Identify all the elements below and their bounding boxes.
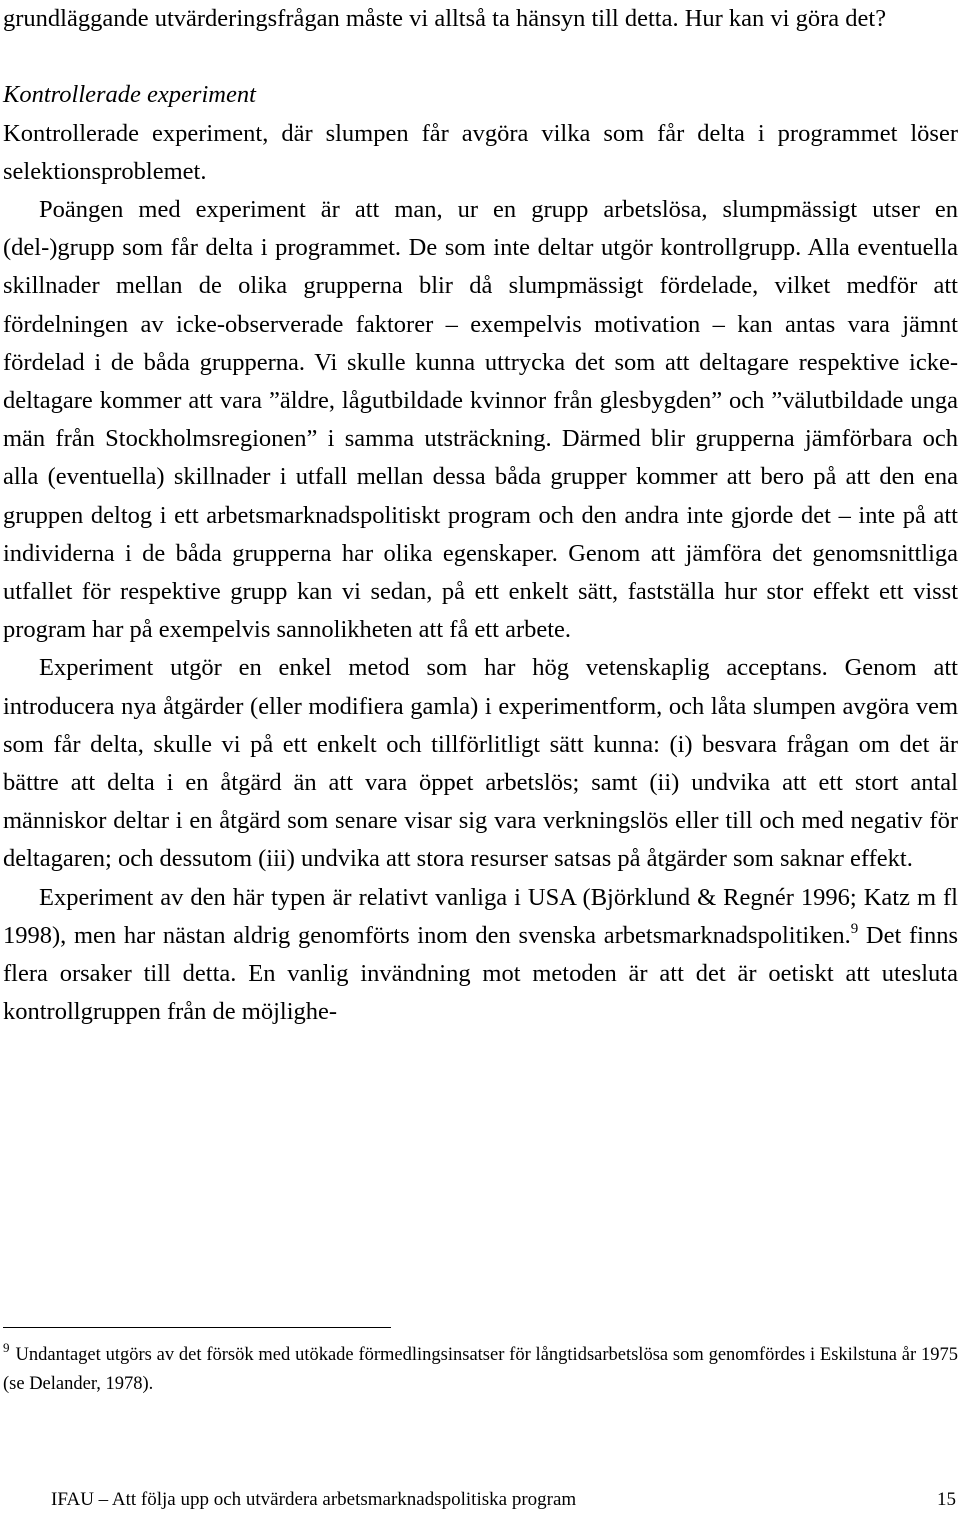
paragraph-text: Experiment av den här typen är relativt vanliga i USA (Björklund & Regnér 1996; Katz m fl 1998), men har nästan aldrig genomförts inom den svenska arbetsmarknadspolitiken. [3,883,958,949]
paragraph: Experiment utgör en enkel metod som har hög vetenskaplig acceptans. Genom att introducera nya åtgärder (eller modifiera gamla) i experimentform, och låta slumpen avgöra vem som får delta, skulle vi på ett enkelt och tillförlitligt sätt kunna: (i) besvara frågan om det är bättre att delta i en åtgärd än att vara öppet arbetslös; samt (ii) undvika att ett stort antal människor deltar i en åtgärd som senare visar sig vara verkningslös eller till och med negativ för deltagaren; och dessutom (iii) undvika att stora resurser satsas på åtgärder som saknar effekt. [3,654,958,873]
paragraph: Poängen med experiment är att man, ur en grupp arbetslösa, slumpmässigt utser en (del-)grupp som får delta i programmet. De som inte deltar utgör kontrollgrupp. Alla eventuella skillnader mellan de olika grupperna blir då slumpmässigt fördelade, vilket medför att fördelningen av icke-observerade faktorer – exempelvis motivation – kan antas vara jämnt fördelad i de båda grupperna. Vi skulle kunna uttrycka det som att deltagare respektive icke-deltagare kommer att vara ”äldre, lågutbildade kvinnor från glesbygden” och ”välutbildade unga män från Stockholmsregionen” i samma utsträckning. Därmed blir grupperna jämförbara och alla (eventuella) skillnader i utfall mellan dessa båda grupper kommer att bero på att den ena gruppen deltog i ett arbetsmarknadspolitiskt program och den andra inte gjorde det – inte på att individerna i de båda grupperna har olika egenskaper. Genom att jämföra det genomsnittliga utfallet för respektive grupp kan vi sedan, på ett enkelt sätt, fastställa hur stor effekt ett visst program har på exempelvis sannolikheten att få ett arbete. [3,196,958,644]
page-footer [0,1487,956,1513]
paragraph-continuation: grundläggande utvärderingsfrågan måste vi alltså ta hänsyn till detta. Hur kan vi göra det? [3,5,887,32]
section-heading: Kontrollerade experiment [3,81,256,109]
footnote-reference[interactable]: 9 [850,920,859,937]
footnote-text: Undantaget utgörs av det försök med utökade förmedlingsinsatser för långtidsarbetslösa som genomfördes i Eskilstuna år 1975 (se Delander, 1978). [3,1345,958,1394]
body-text [3,0,958,1031]
footnote [3,1341,958,1399]
footer-title: IFAU – Att följa upp och utvärdera arbetsmarknadspolitiska program [51,1489,577,1510]
footnote-number: 9 [3,1340,10,1355]
paragraph: Kontrollerade experiment, där slumpen får avgöra vilka som får delta i programmet löser selektionsproblemet. [3,119,958,185]
page-number: 15 [937,1489,956,1510]
paragraph [3,879,958,1032]
paragraph-text: Det finns flera orsaker till detta. En vanlig invändning mot metoden är att det är oetiskt att utesluta kontrollgruppen från de möjlighe- [3,921,959,1026]
footnote-separator [3,1327,391,1328]
